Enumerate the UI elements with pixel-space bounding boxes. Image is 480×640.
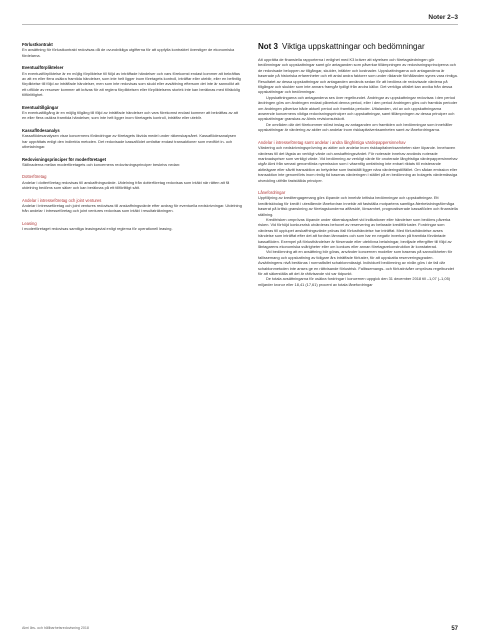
header-rule xyxy=(22,24,458,25)
page-number: 57 xyxy=(451,626,458,632)
paragraph: Andelar i dotterföretag redovisas till anskaffningsvärde. Utdelning från dotterföretag redovisas som intäkt när rätten att få utdelning bedöms som säker och kan beräknas på ett tillförlitligt sätt. xyxy=(22,179,230,191)
paragraph: En eventualtillgång är en möjlig tillgång till följd av inträffade händelser och vars förekomst endast kommer att bekräftas av att en eller flera osäkra framtida händelser, som inte helt ligger inom företagets kontroll, inträffar eller uteblir. xyxy=(22,110,238,121)
section xyxy=(22,65,242,97)
paragraph: De områden där det förekommer störst inslag av antaganden om framtiden och bedömningar som innehåller uppskattningar är värdering av aktier och andelar inom riskkapitalverksamheten samt av lånefordringarna. xyxy=(258,121,453,133)
footer-report-name: Almi års- och hållbarhetsredovisning 2018 xyxy=(22,626,89,630)
section-heading: Eventualförpliktelser xyxy=(22,65,64,71)
paragraph: En eventualförpliktelse är en möjlig förpliktelse till följd av inträffade händelser och vars förekomst endast kommer att bekräftas av att en eller flera osäkra framtida händelser, som inte helt ligger inom företagets kontroll, inträffar eller uteblir, eller en befintlig förpliktelse till följd av inträffade händelser, men som inte redovisas som skuld eller avsättning eftersom det inte är sannolikt att ett utflöde av resurser kommer att krävas för att reglera förpliktelsen eller förpliktelsens storlek inte kan beräknas med tillräcklig tillförlitlighet. xyxy=(22,70,241,98)
section-heading: Andelar i intresseföretag samt andelar i andra långfristiga värdepappersinnehav xyxy=(258,139,406,145)
section xyxy=(258,57,458,133)
section-heading: Eventualtillgångar xyxy=(22,104,59,110)
paragraph: Vid bedömning att en avsättning bör göras, använder koncernen modeller som baseras på sannolikheten för fallissemang och uppskattning av tidigare års inträffade förluster, för att uppskatta reserveringsgraden. Avsättningens nivå beräknas i normalfallet schablonmässigt. Individuell bedömning av nivån görs i de fall där schablonmetoden inte anses ge en rättvisande förlustrisk. Fallissemangs- och förlustnivåer omprövas regelbundet för att säkerställa att det är rättvisande vid var tidpunkt. xyxy=(258,249,454,277)
note-heading: Viktiga uppskattningar och bedömningar xyxy=(282,42,425,51)
section xyxy=(22,105,242,121)
section-heading: Förlustkontrakt xyxy=(22,42,53,47)
paragraph: Värdering och nedskrivningsprövning av aktier och andelar inom riskkapitalverksamheten sker löpande. Innehaven värderas till det lägsta av verkligt värde och anskaffningsvärdet. För noterade innehav används noterade marknadspriser som verkligt värde. Vid bedömning av verkligt värde för onoterade långfristiga värdepappersinnehav utgår Almi från senast genomförda nyemission som i väsentlig omfattning inte enbart riktats till existerande aktieägare eller såvitt transaktion av betydelse som fastställt ligger nära värderingstillfället. Om sådan emission eller transaktion inte genomförts inom rimlig tid baseras värderingen i stället på en bedömning av bolagets värdemässiga utveckling utifrån fastställda principer. xyxy=(258,145,458,183)
section xyxy=(22,221,242,232)
section xyxy=(22,42,242,58)
section xyxy=(22,174,242,190)
section-heading: Lånefordringar xyxy=(258,189,286,195)
paragraph: Att upprätta de finansiella rapporterna i enlighet med K3 kräver att styrelsen och företagsledningen gör bedömningar och uppskattningar samt gör antaganden som påverkar tillämpningen av redovisningsprinciperna och de redovisade beloppen av tillgångar, skulder, intäkter och kostnader. Uppskattningarna och antagandena är baserade på historiska erfarenheter och ett antal andra faktorer som under rådande förhållanden synes vara rimliga. Resultatet av dessa uppskattningar och antaganden används sedan för att bedöma de redovisade värdena på tillgångar och skulder som inte annars framgår tydligt från andra källor. Det verkliga utfallet kan avvika från dessa uppskattningar och bedömningar. xyxy=(258,57,458,95)
paragraph: Andelar i intresseföretag och joint ventures redovisas till anskaffningsvärde efter avdrag för eventuella nedskrivningar. Utdelning från andelar i intresseföretag och joint ventures redovisas som intäkt i resultaträkningen. xyxy=(22,202,242,214)
section xyxy=(22,128,242,150)
paragraph: I moderföretaget redovisas samtliga leasingavtal enligt reglerna för operationell leasing. xyxy=(22,226,173,232)
paragraph: De totala avsättningarna för osäkra fordringar i koncernen uppgick den 31 december 2018 till –1,07 (–1,05) miljarder kronor eller 18,41 (17,61) procent av totala lånefordringar xyxy=(258,276,451,287)
section-heading: Redovisningsprinciper för moderföretaget xyxy=(22,156,106,162)
note-title-block xyxy=(258,42,458,51)
note-number: Not 3 xyxy=(258,42,278,51)
section xyxy=(258,190,458,287)
paragraph: Skillnaderna mellan moderföretagets och koncernens redovisningsprinciper beskrivs nedan: xyxy=(22,161,181,167)
section-heading: Kassaflödesanalys xyxy=(22,127,60,133)
section-heading: Andelar i intresseföretag och joint ventures xyxy=(22,197,102,203)
left-column xyxy=(22,42,242,392)
right-column xyxy=(258,42,458,602)
paragraph: En avsättning för förlustkontrakt redovisas då de ovundvikliga utgifterna för att uppfylla kontraktet överstiger de ekonomiska fördelarna. xyxy=(22,47,235,58)
section-heading: Leasing xyxy=(22,220,37,226)
page-header: Noter 2–3 xyxy=(428,14,458,21)
section-heading: Dotterföretag xyxy=(22,174,47,180)
paragraph: Kassaflödesanalysen visar koncernens förändringar av företagets likvida medel under räkenskapsåret. Kassaflödesanalysen har upprättats enligt den indirekta metoden. Det redovisade kassaflödet omfattar endast transaktioner som medfört in- och utbetalningar. xyxy=(22,133,237,150)
paragraph: Kreditrisken omprövas löpande under räkenskapsåret vid indikationer eller händelser som bedöms påverka risken. Vid förhöjd konkursrisk utvärderas behovet av reservering av befarade kreditförluster. Fordringar som värderas till upplupet anskaffningsvärde prövas ifall förlusthändelse har inträffat. Med förlusthändelse avses händelse som inträffat efter det att fordran lämnades och som har en negativ inverkan på framtida förväntade kassaflöden. Exempel på förlusthändelser är försenade eller uteblivna betalningar, beviljade eftergifter till följd av låntagarens ekonomiska svårigheter eller om konkurs eller annan företagsrekonstruktion är konstaterad. xyxy=(258,216,452,249)
right-sections xyxy=(258,57,458,287)
paragraph: Uppskattningarna och antagandena ses över regelbundet. Ändringar av uppskattningar redovisas i den period ändringen görs om ändringen endast påverkat denna period, eller i den period ändringen görs och framtida perioder om ändringen påverkar både aktuell period och framtida perioder. Uttalanden, vid av och uppskattningarna avseende koncernens viktiga redovisningsprinciper och uppskattningar, samt tillämpningen av dessa principer och uppskattningar granskas av Almis revisionsutskott. xyxy=(258,94,458,122)
section xyxy=(258,140,458,183)
section xyxy=(22,157,242,168)
paragraph: Uppföljning av kreditengagemang görs löpande och innebär kritiska bedömningar och uppskattningar. Ett kreditriskbolag för kredit i utestående lånefordran innebär att fastställa motpartens samtliga återbetalningsförmåga baserat på kritisk granskning av företagskunderna affärsidé, lönsamhet, prognostiserade kassaflöden och finansiella ställning. xyxy=(258,195,458,217)
section xyxy=(22,198,242,214)
